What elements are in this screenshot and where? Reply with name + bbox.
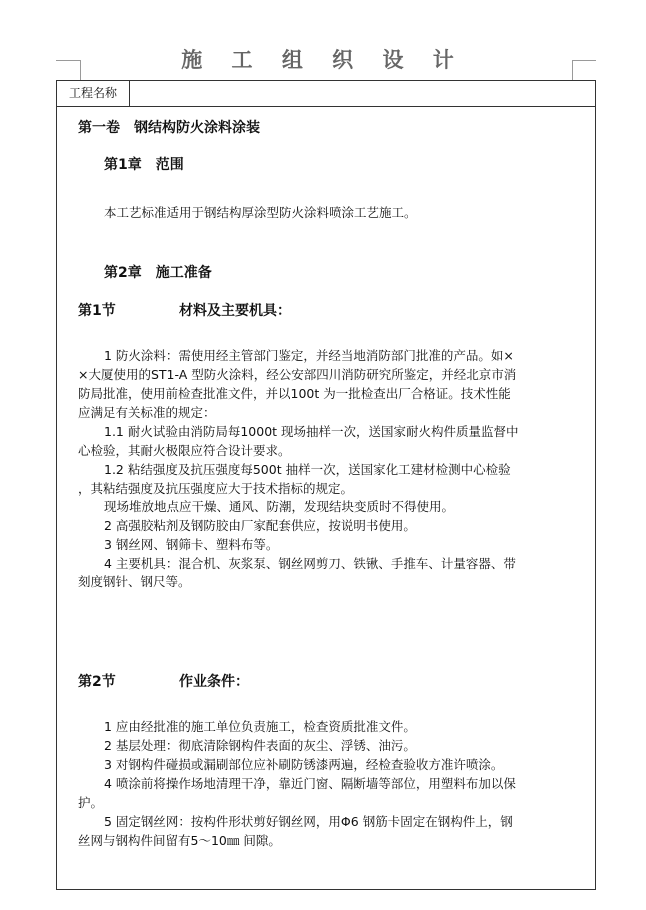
s2-line-1: 1 应由经批准的施工单位负责施工，检查资质批准文件。 (104, 719, 416, 734)
s2-line-5: 护。 (78, 795, 104, 810)
section-1-title: 材料及主要机具： (179, 303, 291, 319)
s1-line-12: 4 主要机具：混合机、灰浆泵、钢丝网剪刀、铁锹、手推车、计量容器、带 (104, 556, 516, 571)
chapter-2-heading: 第2章 施工准备 (104, 265, 212, 281)
chapter-1-heading: 第1章 范围 (104, 157, 184, 173)
project-name-row (57, 81, 595, 107)
s2-line-2: 2 基层处理：彻底清除钢构件表面的灰尘、浮锈、油污。 (104, 738, 416, 753)
s2-line-3: 3 对钢构件碰损或漏刷部位应补刷防锈漆两遍，经检查验收方准许喷涂。 (104, 757, 504, 772)
section-2-number: 第2节 (78, 674, 116, 690)
s1-line-6: 心检验，其耐火极限应符合设计要求。 (78, 443, 291, 458)
s1-line-4: 应满足有关标准的规定： (78, 405, 216, 420)
s1-line-2: ×大厦使用的ST1-A 型防火涂料，经公安部四川消防研究所鉴定，并经北京市消 (78, 367, 517, 382)
chapter-1-text: 本工艺标准适用于钢结构厚涂型防火涂料喷涂工艺施工。 (104, 205, 417, 220)
s1-line-9: 现场堆放地点应干燥、通风、防潮，发现结块变质时不得使用。 (104, 499, 455, 514)
volume-heading: 第一卷 钢结构防火涂料涂装 (78, 120, 260, 136)
s2-line-6: 5 固定钢丝网：按构件形状剪好钢丝网，用Φ6 钢筋卡固定在钢构件上，钢 (104, 814, 513, 829)
s1-line-5: 1.1 耐火试验由消防局每1000t 现场抽样一次，送国家耐火构件质量监督中 (104, 424, 519, 439)
section-1-number: 第1节 (78, 303, 116, 319)
document-frame (56, 80, 596, 890)
section-2-title: 作业条件： (179, 674, 249, 690)
s1-line-8: ，其粘结强度及抗压强度应大于技术指标的规定。 (78, 481, 354, 496)
s1-line-1: 1 防火涂料：需使用经主管部门鉴定，并经当地消防部门批准的产品。如× (104, 348, 514, 363)
s2-line-7: 丝网与钢构件间留有5～10㎜ 间隙。 (78, 833, 281, 848)
s1-line-7: 1.2 粘结强度及抗压强度每500t 抽样一次，送国家化工建材检测中心检验 (104, 462, 511, 477)
s1-line-10: 2 高强胶粘剂及钢防胶由厂家配套供应，按说明书使用。 (104, 518, 416, 533)
project-name-label: 工程名称 (57, 81, 130, 106)
s1-line-11: 3 钢丝网、钢筛卡、塑料布等。 (104, 537, 279, 552)
page-title: 施 工 组 织 设 计 (181, 47, 465, 72)
s1-line-3: 防局批准，使用前检查批准文件，并以100t 为一批检查出厂合格证。技术性能 (78, 386, 511, 401)
s1-line-13: 刻度钢针、钢尺等。 (78, 574, 191, 589)
s2-line-4: 4 喷涂前将操作场地清理干净，靠近门窗、隔断墙等部位，用塑料布加以保 (104, 776, 516, 791)
